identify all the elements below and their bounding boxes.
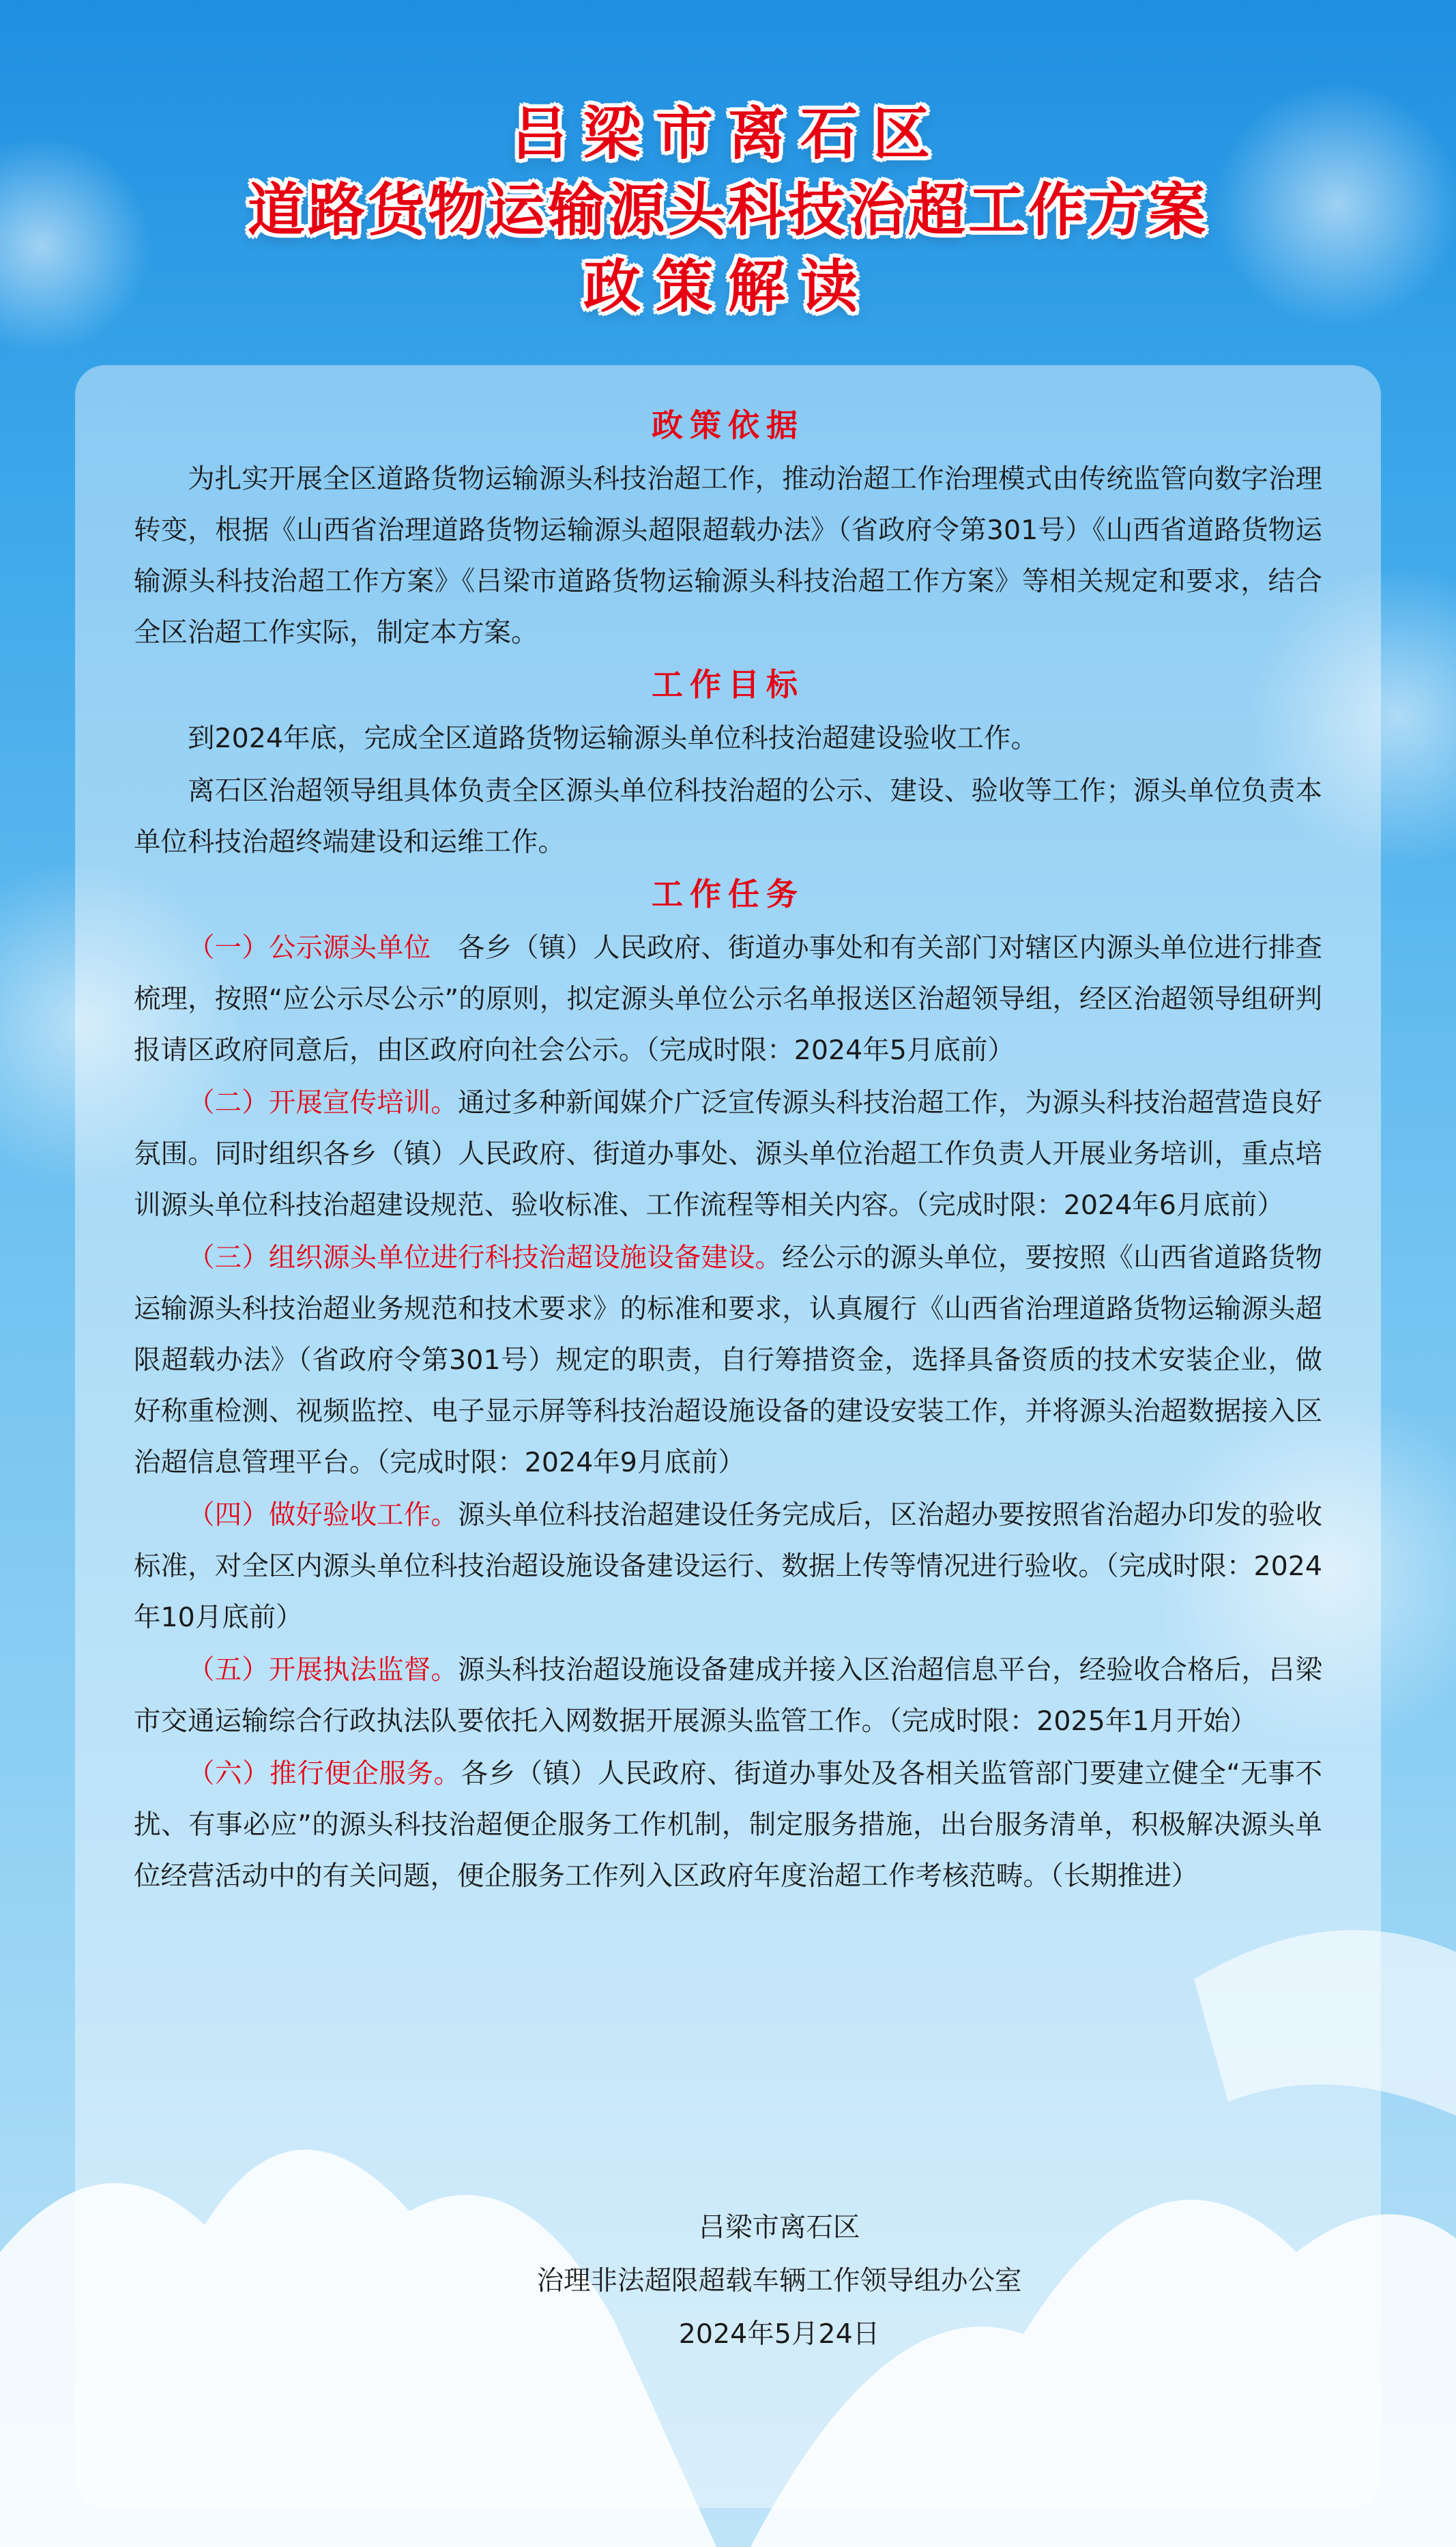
task-text: 源头单位科技治超建设任务完成后，区治超办要按照省治超办印发的验收标准，对全区内源头单位科技治超设施设备建设运行、数据上传等情况进行验收。（完成时限：2024年10月底前） [134, 1499, 1323, 1633]
task-text: 源头科技治超设施设备建成并接入区治超信息平台，经验收合格后，吕梁市交通运输综合行政执法队要依托入网数据开展源头监管工作。（完成时限：2025年1月开始） [134, 1654, 1323, 1737]
task-item-1 [134, 923, 1322, 1076]
task-text: 通过多种新闻媒介广泛宣传源头科技治超工作，为源头科技治超营造良好氛围。同时组织各乡（镇）人民政府、街道办事处、源头单位治超工作负责人开展业务培训，重点培训源头单位科技治超建设规范、验收标准、工作流程等相关内容。（完成时限：2024年6月底前） [134, 1087, 1323, 1221]
task-label: （五）开展执法监督。 [188, 1654, 458, 1686]
signature-district: 吕梁市离石区 [698, 2212, 860, 2243]
goal-paragraph-1: 到2024年底，完成全区道路货物运输源头单位科技治超建设验收工作。 [188, 723, 1038, 754]
task-label: （三）组织源头单位进行科技治超设施设备建设。 [188, 1242, 783, 1274]
title-line-2: 道路货物运输源头科技治超工作方案 [247, 177, 1208, 244]
content-panel [75, 365, 1381, 2508]
title-line-1: 吕梁市离石区 [510, 100, 945, 167]
task-item-6 [134, 1749, 1322, 1902]
section-heading-basis: 政策依据 [652, 407, 804, 444]
task-item-5 [134, 1645, 1322, 1747]
task-label: （六）推行便企服务。 [188, 1758, 461, 1789]
signature-block [75, 2201, 1381, 2361]
task-text: 各乡（镇）人民政府、街道办事处和有关部门对辖区内源头单位进行排查梳理，按照“应公示尽公示”的原则，拟定源头单位公示名单报送区治超领导组，经区治超领导组研判报请区政府同意后，由区政府向社会公示。（完成时限：2024年5月底前） [134, 932, 1323, 1066]
section-heading-goal: 工作目标 [652, 666, 804, 703]
task-item-4 [134, 1490, 1322, 1643]
signature-date: 2024年5月24日 [678, 2318, 880, 2350]
task-label: （一）公示源头单位 [188, 932, 431, 964]
page-title [0, 96, 1456, 325]
task-label: （二）开展宣传培训。 [188, 1087, 458, 1119]
section-heading-tasks: 工作任务 [652, 876, 804, 912]
signature-office: 治理非法超限超载车辆工作领导组办公室 [536, 2265, 1022, 2297]
goal-paragraph-2: 离石区治超领导组具体负责全区源头单位科技治超的公示、建设、验收等工作；源头单位负责本单位科技治超终端建设和运维工作。 [134, 775, 1322, 858]
task-text: 各乡（镇）人民政府、街道办事处及各相关监管部门要建立健全“无事不扰、有事必应”的源头科技治超便企服务工作机制，制定服务措施，出台服务清单，积极解决源头单位经营活动中的有关问题，便企服务工作列入区政府年度治超工作考核范畴。（长期推进） [134, 1758, 1323, 1892]
task-label: （四）做好验收工作。 [188, 1499, 458, 1531]
title-line-3: 政策解读 [583, 253, 873, 320]
task-item-3 [134, 1233, 1322, 1488]
task-item-2 [134, 1078, 1322, 1231]
basis-paragraph: 为扎实开展全区道路货物运输源头科技治超工作，推动治超工作治理模式由传统监管向数字治理转变，根据《山西省治理道路货物运输源头超限超载办法》（省政府令第301号）《山西省道路货物运输源头科技治超工作方案》《吕梁市道路货物运输源头科技治超工作方案》等相关规定和要求，结合全区治超工作实际，制定本方案。 [134, 463, 1322, 648]
task-text: 经公示的源头单位，要按照《山西省道路货物运输源头科技治超业务规范和技术要求》的标准和要求，认真履行《山西省治理道路货物运输源头超限超载办法》（省政府令第301号）规定的职责，自行筹措资金，选择具备资质的技术安装企业，做好称重检测、视频监控、电子显示屏等科技治超设施设备的建设安装工作，并将源头治超数据接入区治超信息管理平台。（完成时限：2024年9月底前） [134, 1242, 1323, 1478]
